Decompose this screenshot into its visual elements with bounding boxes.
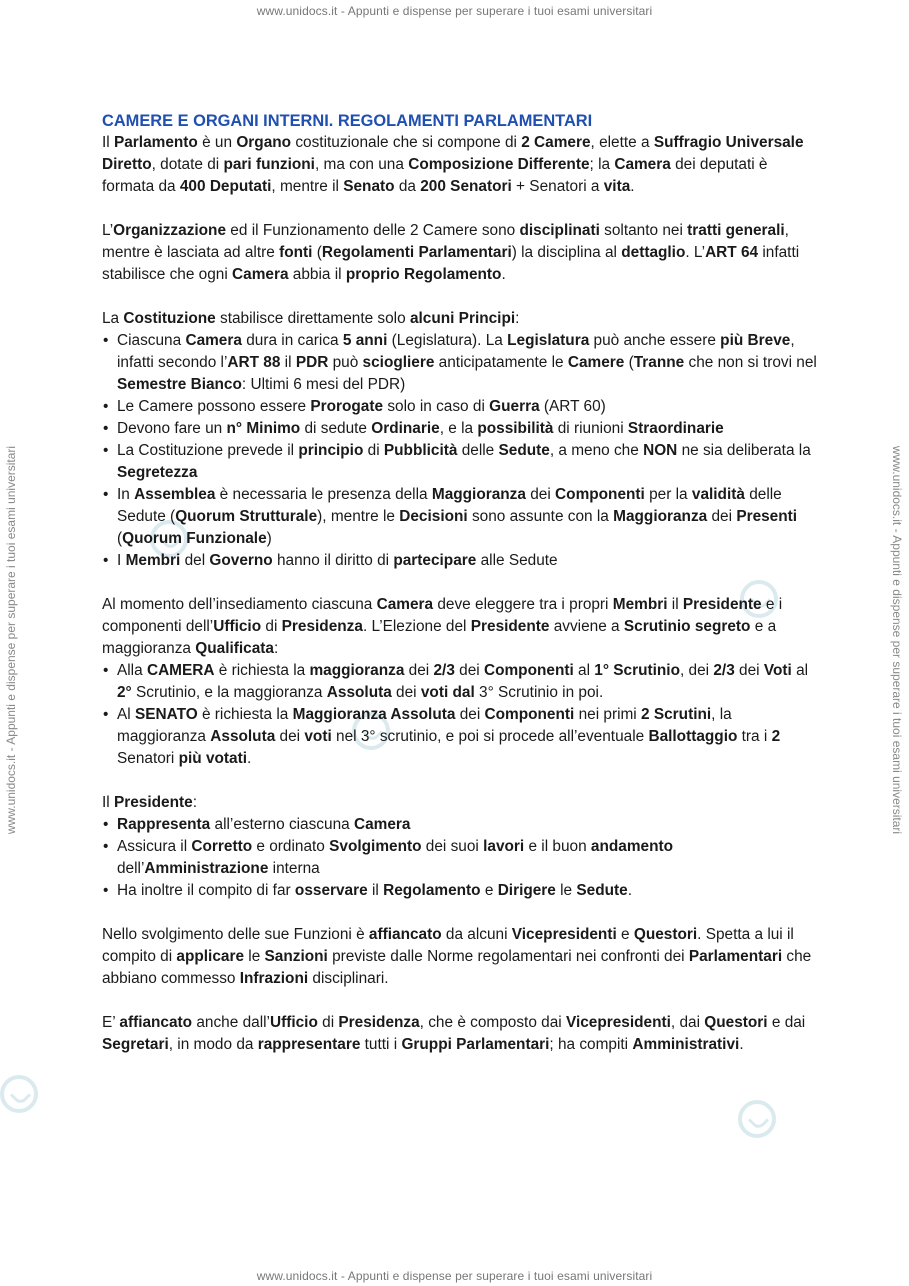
- text-run: il: [367, 882, 384, 899]
- bold-text: ART 64: [705, 244, 759, 261]
- bold-text: proprio Regolamento: [345, 266, 502, 283]
- bold-text: Regolamenti Parlamentari: [321, 244, 512, 261]
- unidocs-logo-icon: [0, 1075, 38, 1113]
- bold-text: 1° Scrutinio: [594, 662, 680, 679]
- text-run: Ciascuna: [117, 332, 186, 349]
- footer-watermark[interactable]: www.unidocs.it - Appunti e dispense per superare i tuoi esami universitari: [256, 1269, 653, 1283]
- text-run: ), mentre le: [317, 508, 400, 525]
- text-run: sono assunte con la: [467, 508, 614, 525]
- text-run: .: [739, 1036, 744, 1053]
- text-run: ) la disciplina al: [511, 244, 622, 261]
- text-run: che abbiano commesso: [102, 948, 812, 987]
- text-run: dei suoi: [421, 838, 484, 855]
- bold-text: Componenti: [484, 706, 575, 723]
- text-run: è richiesta la: [197, 706, 293, 723]
- text-run: Assicura il: [117, 838, 192, 855]
- bold-text: Quorum Funzionale: [122, 530, 267, 547]
- bold-text: Ordinarie: [371, 420, 440, 437]
- text-run: deve eleggere tra i propri: [433, 596, 613, 613]
- bold-text: possibilità: [477, 420, 554, 437]
- bold-text: 400 Deputati: [179, 178, 272, 195]
- bold-text: Segretezza: [117, 464, 198, 481]
- bold-text: 2°: [117, 684, 132, 701]
- bold-text: Corretto: [191, 838, 253, 855]
- bold-text: Camera: [232, 266, 289, 283]
- text-run: di: [317, 1014, 339, 1031]
- bold-text: vita: [603, 178, 631, 195]
- text-run: è necessaria le presenza della: [215, 486, 432, 503]
- text-run: da: [394, 178, 421, 195]
- list-item: [102, 440, 817, 484]
- bold-text: Camera: [185, 332, 242, 349]
- text-run: (ART 60): [539, 398, 606, 415]
- paragraph-costituzione-intro: [102, 308, 817, 330]
- paragraph-parlamento: [102, 132, 817, 198]
- bold-text: voti dal: [420, 684, 475, 701]
- text-run: di: [363, 442, 384, 459]
- bold-text: NON: [643, 442, 678, 459]
- text-run: e il buon: [524, 838, 591, 855]
- bold-text: 2/3: [433, 662, 455, 679]
- right-side-watermark: www.unidocs.it - Appunti e dispense per superare i tuoi esami universitari: [890, 445, 904, 835]
- text-run: , dei: [679, 662, 714, 679]
- bold-text: Maggioranza: [431, 486, 526, 503]
- bold-text: Questori: [633, 926, 698, 943]
- text-run: , e la: [439, 420, 478, 437]
- text-run: In: [117, 486, 135, 503]
- text-run: e ordinato: [252, 838, 330, 855]
- bold-text: Questori: [704, 1014, 768, 1031]
- list-item: [102, 484, 817, 550]
- text-run: . L’Elezione del: [362, 618, 471, 635]
- page-title: CAMERE E ORGANI INTERNI. REGOLAMENTI PARLAMENTARI: [102, 112, 593, 130]
- text-run: (: [117, 530, 123, 547]
- text-run: , dai: [670, 1014, 705, 1031]
- text-run: Devono fare un: [117, 420, 227, 437]
- text-run: dei: [454, 662, 484, 679]
- text-run: delle: [457, 442, 499, 459]
- text-run: L’: [102, 222, 114, 239]
- text-run: :: [192, 794, 197, 811]
- text-run: anche dall’: [192, 1014, 270, 1031]
- bold-text: partecipare: [393, 552, 477, 569]
- paragraph-insediamento: [102, 594, 817, 660]
- text-run: interna: [268, 860, 320, 877]
- bold-text: Svolgimento: [329, 838, 422, 855]
- text-run: nel 3° scrutinio, e poi si procede all’eventuale: [331, 728, 649, 745]
- bold-text: Camera: [376, 596, 434, 613]
- bold-text: Decisioni: [399, 508, 468, 525]
- bold-text: Vicepresidenti: [565, 1014, 671, 1031]
- bold-text: Semestre Bianco: [117, 376, 242, 393]
- bold-text: principio: [298, 442, 364, 459]
- text-run: costituzionale che si compone di: [291, 134, 522, 151]
- text-run: avviene a: [549, 618, 624, 635]
- text-run: : Ultimi 6 mesi del PDR): [241, 376, 406, 393]
- bold-text: Sanzioni: [264, 948, 328, 965]
- bold-text: Presidente: [470, 618, 550, 635]
- text-run: Scrutinio, e la maggioranza: [131, 684, 327, 701]
- bold-text: 2: [771, 728, 781, 745]
- list-item: [102, 550, 817, 572]
- text-run: abbia il: [288, 266, 346, 283]
- text-run: ne sia deliberata la: [677, 442, 811, 459]
- text-run: per la: [644, 486, 692, 503]
- text-run: alle Sedute: [476, 552, 558, 569]
- text-run: , a meno che: [549, 442, 644, 459]
- bold-text: lavori: [483, 838, 525, 855]
- bold-text: Sedute: [498, 442, 550, 459]
- text-run: soltanto nei: [599, 222, 688, 239]
- text-run: Il: [102, 134, 114, 151]
- text-run: Le Camere possono essere: [117, 398, 311, 415]
- bold-text: Senato: [343, 178, 395, 195]
- text-run: ; ha compiti: [549, 1036, 633, 1053]
- bold-text: Pubblicità: [383, 442, 458, 459]
- text-run: , la maggioranza: [117, 706, 732, 745]
- text-run: .: [627, 882, 632, 899]
- text-run: dei deputati è formata da: [102, 156, 768, 195]
- text-run: delle Sedute (: [117, 486, 782, 525]
- bold-text: voti: [304, 728, 332, 745]
- text-run: Ha inoltre il compito di far: [117, 882, 295, 899]
- bold-text: tratti generali: [687, 222, 785, 239]
- text-run: e: [480, 882, 498, 899]
- bold-text: Regolamento: [383, 882, 481, 899]
- text-run: nei primi: [574, 706, 642, 723]
- bold-text: Qualificata: [195, 640, 274, 657]
- bold-text: Membri: [612, 596, 668, 613]
- text-run: il: [667, 596, 683, 613]
- bold-text: Componenti: [555, 486, 645, 503]
- bold-text: più votati: [178, 750, 248, 767]
- bold-text: Infrazioni: [239, 970, 309, 987]
- bold-text: affiancato: [119, 1014, 193, 1031]
- text-run: è richiesta la: [214, 662, 310, 679]
- text-run: stabilisce direttamente solo: [215, 310, 410, 327]
- text-run: Senatori: [117, 750, 179, 767]
- bold-text: Camera: [353, 816, 411, 833]
- bold-text: più Breve: [720, 332, 791, 349]
- text-run: infatti stabilisce che ogni: [102, 244, 800, 283]
- text-run: 3° Scrutinio in poi.: [474, 684, 604, 701]
- document-body: [102, 110, 817, 1056]
- bold-text: Costituzione: [123, 310, 216, 327]
- bold-text: Presenti: [736, 508, 798, 525]
- bold-text: Guerra: [489, 398, 540, 415]
- left-side-watermark: www.unidocs.it - Appunti e dispense per superare i tuoi esami universitari: [4, 445, 18, 835]
- text-run: all’esterno ciascuna: [210, 816, 354, 833]
- list-item: [102, 660, 817, 704]
- bold-text: Componenti: [483, 662, 574, 679]
- text-run: che non si trovi nel: [684, 354, 817, 371]
- bold-text: Scrutinio segreto: [623, 618, 751, 635]
- bold-text: Composizione Differente: [408, 156, 590, 173]
- bold-text: Presidenza: [338, 1014, 420, 1031]
- text-run: al: [791, 662, 809, 679]
- list-item: [102, 880, 817, 902]
- bold-text: Presidente: [113, 794, 193, 811]
- text-run: di: [261, 618, 282, 635]
- bold-text: rappresentare: [257, 1036, 361, 1053]
- bold-text: 2 Camere: [521, 134, 591, 151]
- paragraph-ufficio-presidenza: [102, 1012, 817, 1056]
- text-run: le: [555, 882, 577, 899]
- text-run: ed il Funzionamento delle 2 Camere sono: [226, 222, 520, 239]
- bold-text: Governo: [209, 552, 273, 569]
- text-run: Al momento dell’insediamento ciascuna: [102, 596, 377, 613]
- bold-text: pari funzioni: [223, 156, 315, 173]
- text-run: dei: [275, 728, 305, 745]
- bold-text: ART 88: [227, 354, 281, 371]
- bold-text: dettaglio: [621, 244, 686, 261]
- list-item: [102, 814, 817, 836]
- text-run: tra i: [737, 728, 772, 745]
- bold-text: alcuni Principi: [409, 310, 516, 327]
- bold-text: Parlamentari: [688, 948, 783, 965]
- text-run: dura in carica: [241, 332, 343, 349]
- bold-text: Segretari: [102, 1036, 169, 1053]
- text-run: , mentre è lasciata ad altre: [102, 222, 789, 261]
- bold-text: Legislatura: [507, 332, 590, 349]
- text-run: ): [266, 530, 272, 547]
- bold-text: Camere: [567, 354, 625, 371]
- list-elezione: [102, 660, 817, 770]
- bold-text: Rappresenta: [117, 816, 211, 833]
- bold-text: Assoluta: [326, 684, 392, 701]
- text-run: di riunioni: [553, 420, 628, 437]
- text-run: del: [180, 552, 210, 569]
- text-run: e dai: [767, 1014, 806, 1031]
- text-run: dei: [455, 706, 485, 723]
- text-run: e: [616, 926, 634, 943]
- bold-text: Amministrativi: [632, 1036, 740, 1053]
- text-run: può: [328, 354, 363, 371]
- bold-text: andamento: [590, 838, 674, 855]
- text-run: :: [515, 310, 520, 327]
- text-run: , che è composto dai: [419, 1014, 566, 1031]
- list-presidente: [102, 814, 817, 902]
- text-run: , mentre il: [271, 178, 344, 195]
- bold-text: disciplinati: [519, 222, 600, 239]
- paragraph-funzioni: [102, 924, 817, 990]
- list-item: [102, 836, 817, 880]
- text-run: , ma con una: [314, 156, 409, 173]
- bold-text: Camera: [614, 156, 671, 173]
- paragraph-presidente-intro: [102, 792, 817, 814]
- bold-text: Parlamento: [113, 134, 198, 151]
- paragraph-organizzazione: [102, 220, 817, 286]
- text-run: Alla: [117, 662, 147, 679]
- text-run: (Legislatura). La: [387, 332, 508, 349]
- bold-text: 2/3: [713, 662, 735, 679]
- bold-text: 200 Senatori: [420, 178, 512, 195]
- text-run: , dotate di: [151, 156, 224, 173]
- bold-text: Sedute: [576, 882, 628, 899]
- bold-text: maggioranza: [309, 662, 405, 679]
- text-run: e i componenti dell’: [102, 596, 783, 635]
- bold-text: Organizzazione: [113, 222, 227, 239]
- bold-text: Assemblea: [134, 486, 216, 503]
- bold-text: Maggioranza: [613, 508, 708, 525]
- bold-text: Amministrazione: [144, 860, 269, 877]
- text-run: La: [102, 310, 124, 327]
- text-run: Al: [117, 706, 135, 723]
- bold-text: Straordinarie: [627, 420, 724, 437]
- text-run: dei: [525, 486, 556, 503]
- text-run: + Senatori a: [511, 178, 604, 195]
- bold-text: Membri: [125, 552, 181, 569]
- header-watermark[interactable]: www.unidocs.it - Appunti e dispense per superare i tuoi esami universitari: [256, 4, 653, 18]
- list-principi: [102, 330, 817, 572]
- text-run: I: [117, 552, 126, 569]
- text-run: e a maggioranza: [102, 618, 777, 657]
- text-run: dei: [734, 662, 764, 679]
- text-run: , infatti secondo l’: [117, 332, 795, 371]
- list-item: [102, 704, 817, 770]
- bold-text: Presidente: [682, 596, 762, 613]
- bold-text: Vicepresidenti: [511, 926, 617, 943]
- text-run: solo in caso di: [383, 398, 490, 415]
- text-run: , in modo da: [168, 1036, 258, 1053]
- text-run: da alcuni: [441, 926, 512, 943]
- list-item: [102, 396, 817, 418]
- text-run: La Costituzione prevede il: [117, 442, 299, 459]
- bold-text: Ufficio: [269, 1014, 318, 1031]
- bold-text: affiancato: [368, 926, 442, 943]
- text-run: previste dalle Norme regolamentari nei confronti dei: [327, 948, 689, 965]
- bold-text: CAMERA: [146, 662, 215, 679]
- text-run: Nello svolgimento delle sue Funzioni è: [102, 926, 369, 943]
- bold-text: Presidenza: [281, 618, 363, 635]
- text-run: dei: [391, 684, 421, 701]
- text-run: dell’: [117, 860, 145, 877]
- bold-text: Gruppi Parlamentari: [401, 1036, 550, 1053]
- bold-text: PDR: [295, 354, 329, 371]
- bold-text: Ufficio: [213, 618, 262, 635]
- bold-text: sciogliere: [362, 354, 435, 371]
- text-run: ; la: [589, 156, 615, 173]
- text-run: .: [247, 750, 252, 767]
- bold-text: Voti: [763, 662, 792, 679]
- text-run: disciplinari.: [308, 970, 389, 987]
- text-run: può anche essere: [589, 332, 721, 349]
- bold-text: fonti: [279, 244, 313, 261]
- text-run: tutti i: [360, 1036, 402, 1053]
- bold-text: 5 anni: [342, 332, 388, 349]
- text-run: anticipatamente le: [434, 354, 568, 371]
- text-run: le: [244, 948, 265, 965]
- text-run: . L’: [685, 244, 706, 261]
- bold-text: SENATO: [134, 706, 198, 723]
- list-item: [102, 418, 817, 440]
- text-run: dei: [404, 662, 434, 679]
- bold-text: 2 Scrutini: [641, 706, 712, 723]
- bold-text: Tranne: [633, 354, 685, 371]
- text-run: :: [273, 640, 279, 657]
- text-run: di sedute: [300, 420, 372, 437]
- bold-text: Ballottaggio: [648, 728, 738, 745]
- bold-text: applicare: [176, 948, 245, 965]
- text-run: il: [280, 354, 296, 371]
- bold-text: osservare: [294, 882, 368, 899]
- bold-text: Assoluta: [210, 728, 276, 745]
- bold-text: validità: [691, 486, 745, 503]
- bold-text: Quorum Strutturale: [175, 508, 318, 525]
- text-run: , elette a: [590, 134, 654, 151]
- text-run: Il: [102, 794, 114, 811]
- bold-text: Prorogate: [310, 398, 384, 415]
- bold-text: Suffragio Universale Diretto: [102, 134, 804, 173]
- bold-text: Dirigere: [497, 882, 556, 899]
- text-run: E’: [102, 1014, 120, 1031]
- text-run: è un: [197, 134, 237, 151]
- list-item: [102, 330, 817, 396]
- text-run: .: [630, 178, 635, 195]
- text-run: hanno il diritto di: [272, 552, 394, 569]
- bold-text: Maggioranza Assoluta: [292, 706, 456, 723]
- text-run: (: [312, 244, 322, 261]
- text-run: (: [624, 354, 634, 371]
- bold-text: n° Minimo: [226, 420, 301, 437]
- bold-text: Organo: [236, 134, 292, 151]
- text-run: . Spetta a lui il compito di: [102, 926, 794, 965]
- text-run: al: [573, 662, 595, 679]
- text-run: .: [501, 266, 506, 283]
- unidocs-logo-icon: [738, 1100, 776, 1138]
- text-run: dei: [707, 508, 737, 525]
